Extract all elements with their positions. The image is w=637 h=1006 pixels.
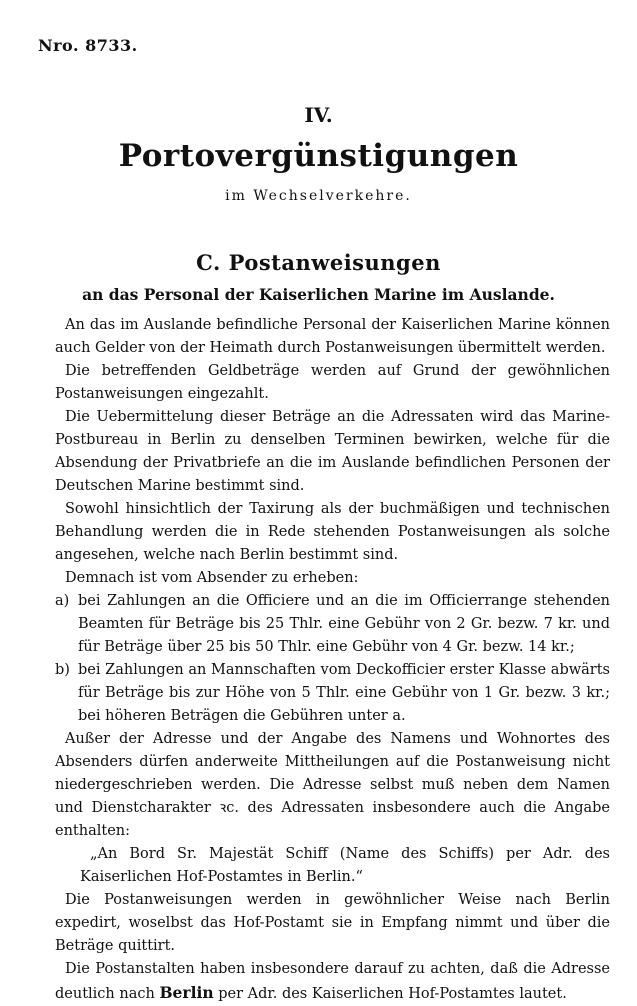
section-subtitle: an das Personal der Kaiserlichen Marine im Auslande. xyxy=(82,285,555,304)
paragraph-8-bold: Berlin xyxy=(159,983,214,1002)
document-number: Nro. 8733. xyxy=(38,36,138,55)
list-item-a xyxy=(55,590,610,659)
paragraph-8 xyxy=(55,958,610,1006)
paragraph-5: Demnach ist vom Absender zu erheben: xyxy=(65,570,359,586)
list-item-b-text: bei Zahlungen an Mannschaften vom Deckofficier erster Klasse abwärts für Beträge bis zur Höhe von 5 Thlr. eine Gebühr von 1 Gr. bezw. 3 kr.; bei höheren Beträgen die Gebühren unter a. xyxy=(78,662,610,724)
list-item-a-label: a) xyxy=(55,593,70,609)
page-title: Portovergünstigungen xyxy=(118,138,519,174)
paragraph-1: An das im Auslande befindliche Personal der Kaiserlichen Marine können auch Gelder von der Heimath durch Postanweisungen übermittelt werden. xyxy=(55,317,610,356)
list-item-b xyxy=(55,659,610,728)
paragraph-6: Außer der Adresse und der Angabe des Namens und Wohnortes des Absenders dürfen anderweite Mittheilungen auf die Postanweisung nicht niedergeschrieben werden. Die Adresse selbst muß neben dem Namen und Dienstcharakter ꝛc. des Adressaten insbesondere auch die Angabe enthalten: xyxy=(55,731,610,839)
paragraph-4: Sowohl hinsichtlich der Taxirung als der buchmäßigen und technischen Behandlung werden die in Rede stehenden Postanweisungen als solche angesehen, welche nach Berlin bestimmt sind. xyxy=(55,501,610,563)
list-item-a-text: bei Zahlungen an die Officiere und an die im Officierrange stehenden Beamten für Beträge bis 25 Thlr. eine Gebühr von 2 Gr. bezw. 7 kr. und für Beträge über 25 bis 50 Thlr. eine Gebühr von 4 Gr. bezw. 14 kr.; xyxy=(78,593,610,655)
address-quote: „An Bord Sr. Majestät Schiff (Name des Schiffs) per Adr. des Kaiserlichen Hof-Postamtes in Berlin.“ xyxy=(80,846,610,885)
list-item-b-label: b) xyxy=(55,662,70,678)
paragraph-2: Die betreffenden Geldbeträge werden auf Grund der gewöhnlichen Postanweisungen eingezahlt. xyxy=(55,363,610,402)
body-text xyxy=(55,314,610,1006)
paragraph-3: Die Uebermittelung dieser Beträge an die Adressaten wird das Marine-Postbureau in Berlin zu denselben Terminen bewirken, welche für die Absendung der Privatbriefe an die im Auslande befindlichen Personen der Deutschen Marine bestimmt sind. xyxy=(55,409,610,494)
paragraph-7: Die Postanweisungen werden in gewöhnlicher Weise nach Berlin expedirt, woselbst das Hof-Postamt sie in Empfang nimmt und über die Beträge quittirt. xyxy=(55,892,610,954)
chapter-number: IV. xyxy=(304,103,333,127)
page-subtitle: im Wechselverkehre. xyxy=(225,188,412,204)
section-title: C. Postanweisungen xyxy=(196,250,441,275)
paragraph-8-start: Die Postanstalten haben insbesondere darauf zu achten, daß die Adresse deutlich nach xyxy=(55,961,610,1002)
paragraph-8-end: per Adr. des Kaiserlichen Hof-Postamtes lautet. xyxy=(218,986,567,1002)
